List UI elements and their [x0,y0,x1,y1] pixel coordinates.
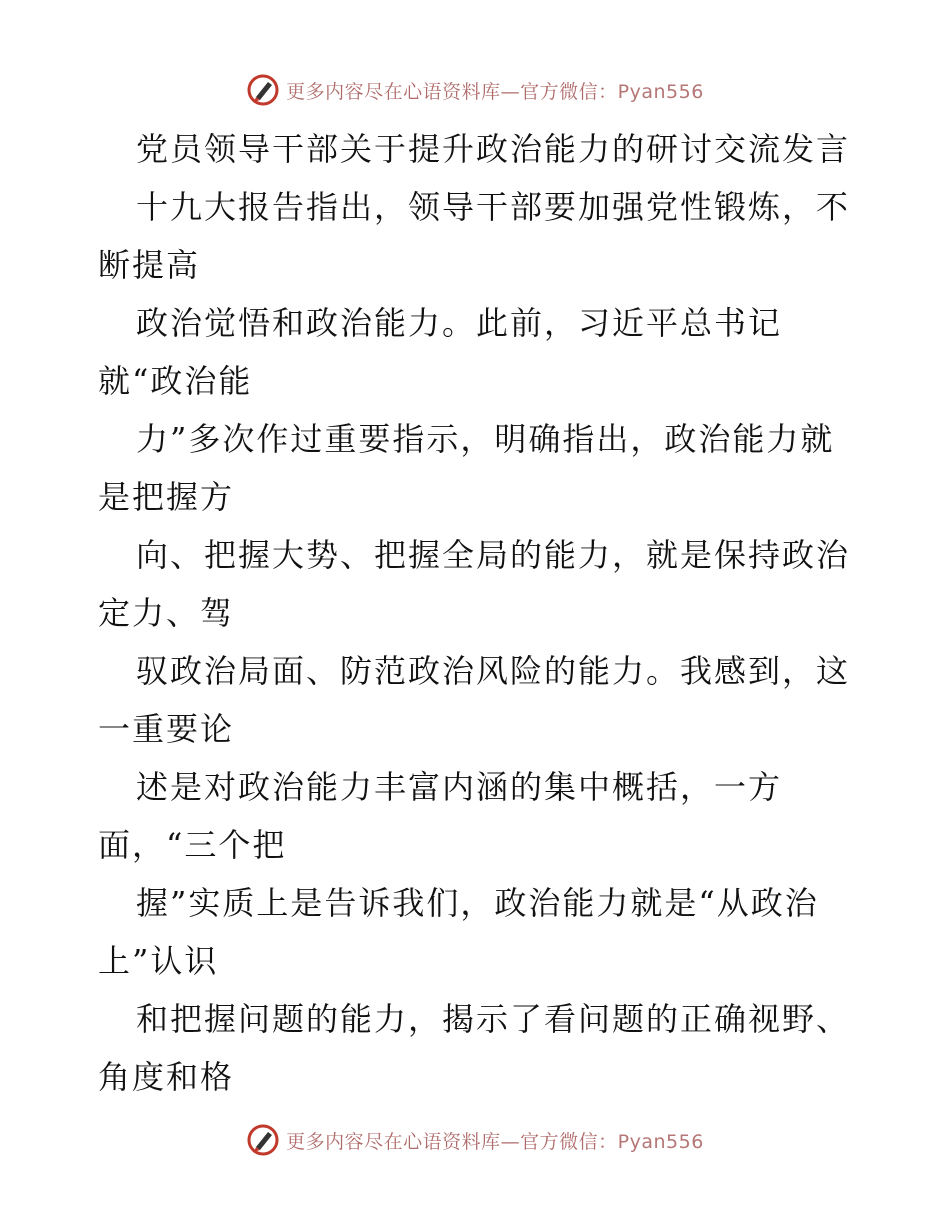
text-line: 一重要论 [98,710,235,748]
header-banner [0,70,950,110]
text-line: 和把握问题的能力，揭示了看问题的正确视野、 [136,1000,851,1038]
footer-banner [0,1120,950,1160]
text-line: 上”认识 [98,942,219,980]
document-title: 党员领导干部关于提升政治能力的研讨交流发言 [136,130,851,168]
banner-message: 更多内容尽在心语资料库—官方微信： [286,1130,618,1153]
text-line: 定力、驾 [98,594,235,632]
banner-message: 更多内容尽在心语资料库—官方微信： [286,80,618,103]
text-line: 断提高 [98,246,201,284]
document-body [98,120,858,1106]
pen-logo-icon [246,1123,280,1157]
text-line: 十九大报告指出，领导干部要加强党性锻炼，不 [136,188,851,226]
text-line: 握”实质上是告诉我们，政治能力就是“从政治 [136,884,819,922]
text-line: 角度和格 [98,1058,235,1096]
wechat-id: Pyan556 [617,1130,704,1153]
text-line: 面，“三个把 [98,826,287,864]
pen-logo-icon [246,73,280,107]
text-line: 述是对政治能力丰富内涵的集中概括，一方 [136,768,783,806]
wechat-id: Pyan556 [617,80,704,103]
text-line: 政治觉悟和政治能力。此前，习近平总书记 [136,304,783,342]
text-line: 是把握方 [98,478,235,516]
banner-text [286,77,704,104]
banner-text [286,1127,704,1154]
text-line: 力”多次作过重要指示，明确指出，政治能力就 [136,420,835,458]
text-line: 向、把握大势、把握全局的能力，就是保持政治 [136,536,851,574]
text-line: 驭政治局面、防范政治风险的能力。我感到，这 [136,652,851,690]
text-line: 就“政治能 [98,362,253,400]
